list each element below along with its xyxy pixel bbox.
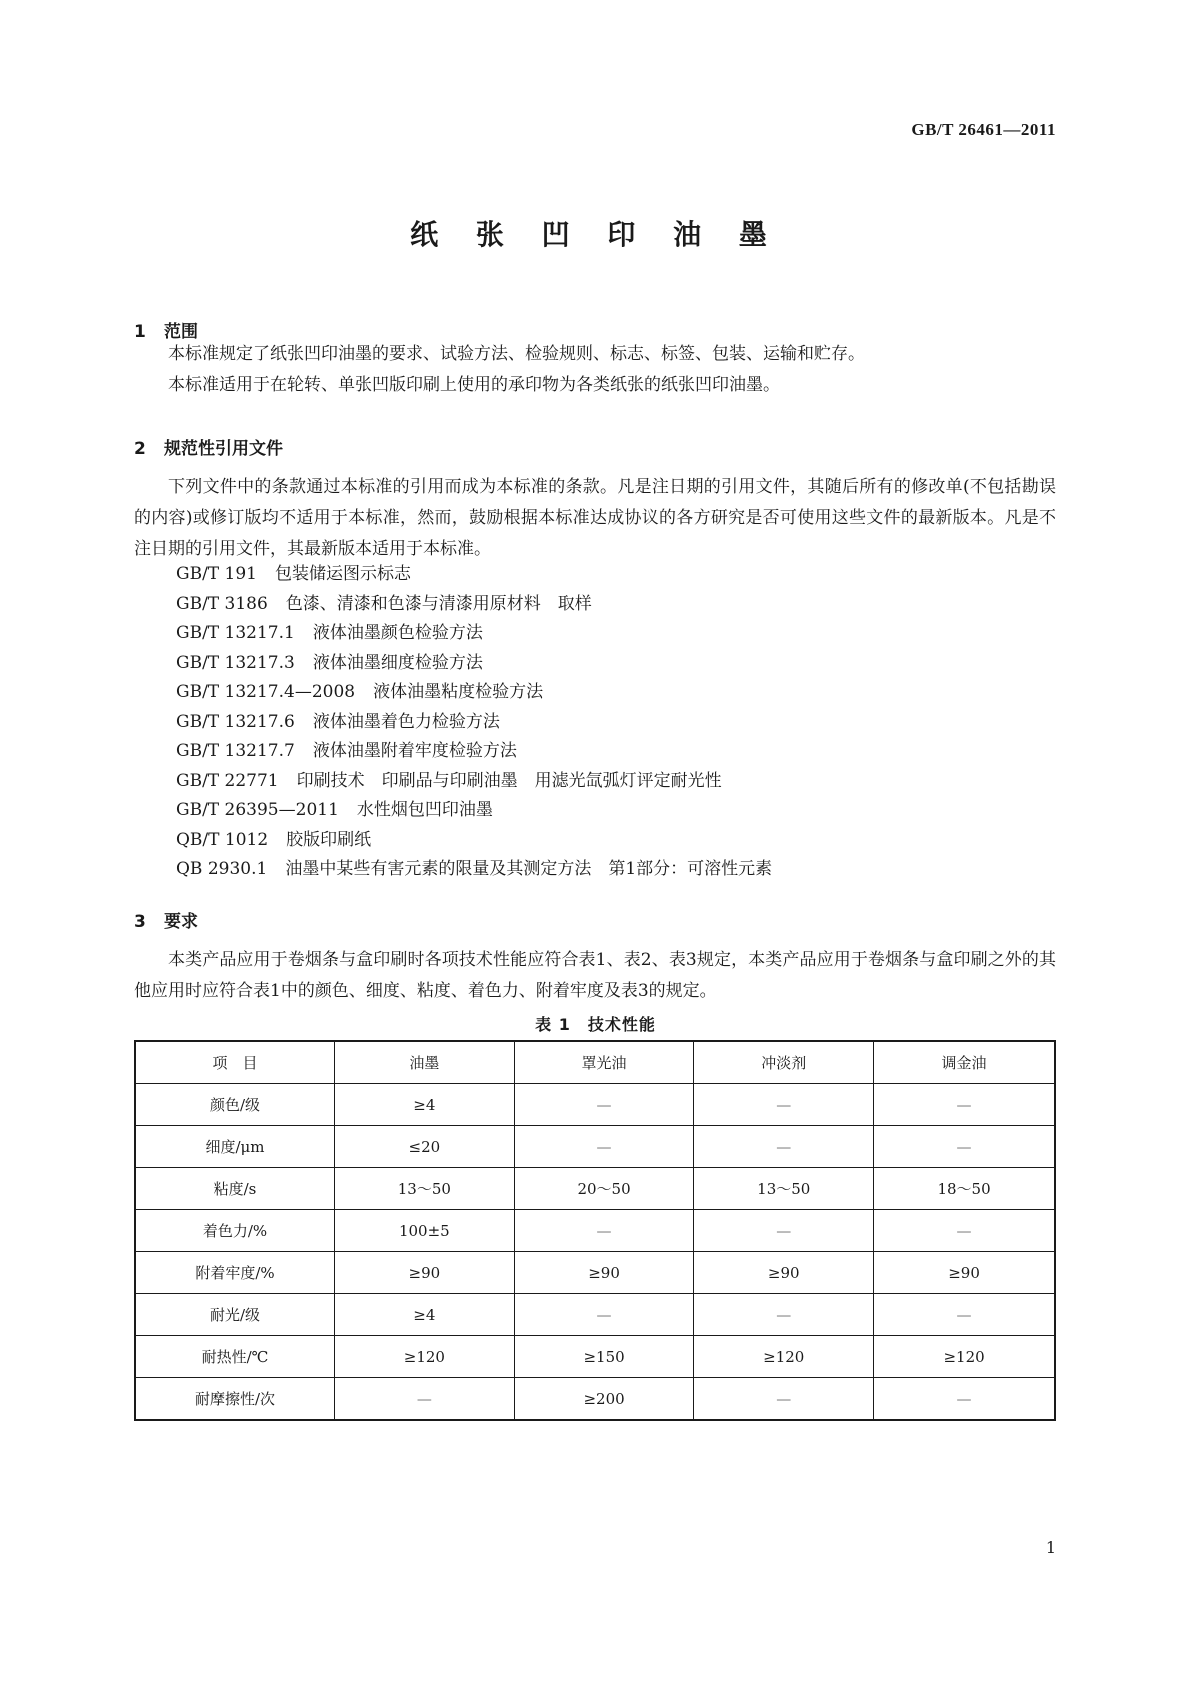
ref-title: 色漆、清漆和色漆与清漆用原材料 取样	[285, 593, 592, 614]
ref-code: GB/T 13217.3	[176, 652, 295, 673]
table-cell: —	[694, 1126, 874, 1168]
table-row	[135, 1084, 1055, 1126]
table-cell: 耐摩擦性/次	[135, 1378, 335, 1421]
section-1-paragraph-2: 本标准适用于在轮转、单张凹版印刷上使用的承印物为各类纸张的纸张凹印油墨。	[168, 375, 780, 395]
column-header: 项 目	[135, 1041, 335, 1084]
section-3-heading	[134, 907, 198, 932]
ref-title: 液体油墨着色力检验方法	[312, 711, 500, 732]
table-row	[135, 1294, 1055, 1336]
section-title: 规范性引用文件	[164, 439, 283, 459]
list-item	[176, 767, 772, 797]
table-cell: —	[514, 1084, 694, 1126]
ref-code: GB/T 3186	[176, 593, 268, 614]
list-item	[176, 590, 772, 620]
section-2-paragraph: 下列文件中的条款通过本标准的引用而成为本标准的条款。凡是注日期的引用文件，其随后所有的修改单(不包括勘误的内容)或修订版均不适用于本标准，然而，鼓励根据本标准达成协议的各方研究是否可使用这些文件的最新版本。凡是不注日期的引用文件，其最新版本适用于本标准。	[134, 477, 1056, 559]
ref-title: 液体油墨细度检验方法	[312, 652, 483, 673]
table-cell: 13～50	[335, 1168, 515, 1210]
table-row	[135, 1210, 1055, 1252]
table-cell: —	[874, 1294, 1055, 1336]
table-row	[135, 1252, 1055, 1294]
table-cell: ≥90	[514, 1252, 694, 1294]
ref-code: GB/T 26395—2011	[176, 800, 339, 820]
list-item	[176, 678, 772, 708]
ref-title: 油墨中某些有害元素的限量及其测定方法 第1部分：可溶性元素	[285, 859, 773, 879]
ref-title: 胶版印刷纸	[286, 829, 372, 850]
list-item	[176, 737, 772, 767]
list-item	[176, 708, 772, 738]
table-cell: —	[874, 1210, 1055, 1252]
table-cell: 颜色/级	[135, 1084, 335, 1126]
table-cell: 着色力/%	[135, 1210, 335, 1252]
ref-code: GB/T 13217.4—2008	[176, 682, 356, 702]
technical-performance-table	[134, 1040, 1056, 1421]
section-number: 1	[134, 322, 146, 342]
table-cell: ≥150	[514, 1336, 694, 1378]
table-cell: —	[514, 1294, 694, 1336]
table-row	[135, 1126, 1055, 1168]
ref-code: QB 2930.1	[176, 859, 268, 879]
table-cell: ≥4	[335, 1084, 515, 1126]
table-cell: 粘度/s	[135, 1168, 335, 1210]
ref-title: 包装储运图示标志	[275, 564, 411, 584]
table-cell: 附着牢度/%	[135, 1252, 335, 1294]
table-row	[135, 1336, 1055, 1378]
table-cell: —	[694, 1084, 874, 1126]
section-title: 要求	[164, 912, 198, 932]
list-item	[176, 560, 772, 590]
list-item	[176, 826, 772, 856]
table-cell: —	[694, 1294, 874, 1336]
ref-title: 液体油墨附着牢度检验方法	[312, 741, 517, 761]
list-item	[176, 855, 772, 885]
table-cell: ≥200	[514, 1378, 694, 1421]
ref-code: GB/T 13217.6	[176, 711, 295, 732]
table-cell: 13～50	[694, 1168, 874, 1210]
ref-title: 印刷技术 印刷品与印刷油墨 用滤光氙弧灯评定耐光性	[296, 770, 722, 791]
table-cell: 20～50	[514, 1168, 694, 1210]
list-item	[176, 619, 772, 649]
ref-code: GB/T 13217.1	[176, 623, 295, 643]
table-cell: 细度/μm	[135, 1126, 335, 1168]
section-1-paragraph-1: 本标准规定了纸张凹印油墨的要求、试验方法、检验规则、标志、标签、包装、运输和贮存。	[168, 344, 865, 364]
table-cell: ≥90	[694, 1252, 874, 1294]
ref-code: GB/T 191	[176, 564, 257, 584]
list-item	[176, 649, 772, 679]
table-cell: —	[694, 1378, 874, 1421]
table-cell: 18～50	[874, 1168, 1055, 1210]
table-cell: ≥120	[874, 1336, 1055, 1378]
ref-code: GB/T 13217.7	[176, 741, 295, 761]
table-cell: —	[874, 1126, 1055, 1168]
column-header: 冲淡剂	[694, 1041, 874, 1084]
ref-code: GB/T 22771	[176, 770, 279, 791]
table-cell: —	[874, 1378, 1055, 1421]
table-header-row	[135, 1041, 1055, 1084]
ref-title: 液体油墨颜色检验方法	[312, 623, 483, 643]
section-3-paragraph: 本类产品应用于卷烟条与盒印刷时各项技术性能应符合表1、表2、表3规定，本类产品应用于卷烟条与盒印刷之外的其他应用时应符合表1中的颜色、细度、粘度、着色力、附着牢度及表3的规定。	[134, 950, 1056, 1001]
ref-code: QB/T 1012	[176, 829, 269, 850]
table-row	[135, 1168, 1055, 1210]
table-cell: ≥4	[335, 1294, 515, 1336]
section-number: 3	[134, 912, 146, 932]
column-header: 调金油	[874, 1041, 1055, 1084]
table-cell: 耐热性/℃	[135, 1336, 335, 1378]
table-cell: 100±5	[335, 1210, 515, 1252]
section-title: 范围	[164, 322, 198, 342]
ref-title: 液体油墨粘度检验方法	[373, 682, 544, 702]
table-cell: ≤20	[335, 1126, 515, 1168]
table-row	[135, 1378, 1055, 1421]
table-cell: —	[514, 1210, 694, 1252]
table-cell: 耐光/级	[135, 1294, 335, 1336]
table-cell: ≥120	[335, 1336, 515, 1378]
ref-title: 水性烟包凹印油墨	[356, 800, 493, 820]
table-cell: —	[694, 1210, 874, 1252]
table-cell: ≥90	[874, 1252, 1055, 1294]
table-cell: ≥120	[694, 1336, 874, 1378]
table-caption: 表 1 技术性能	[535, 1015, 656, 1034]
table-cell: —	[335, 1378, 515, 1421]
column-header: 罩光油	[514, 1041, 694, 1084]
document-title: 纸 张 凹 印 油 墨	[410, 218, 781, 251]
list-item	[176, 796, 772, 826]
table-cell: ≥90	[335, 1252, 515, 1294]
section-2-heading	[134, 434, 283, 459]
page-number: 1	[1045, 1538, 1056, 1557]
column-header: 油墨	[335, 1041, 515, 1084]
table-cell: —	[874, 1084, 1055, 1126]
standard-code: GB/T 26461—2011	[911, 120, 1056, 139]
reference-list	[176, 560, 772, 885]
section-number: 2	[134, 439, 146, 459]
table-cell: —	[514, 1126, 694, 1168]
